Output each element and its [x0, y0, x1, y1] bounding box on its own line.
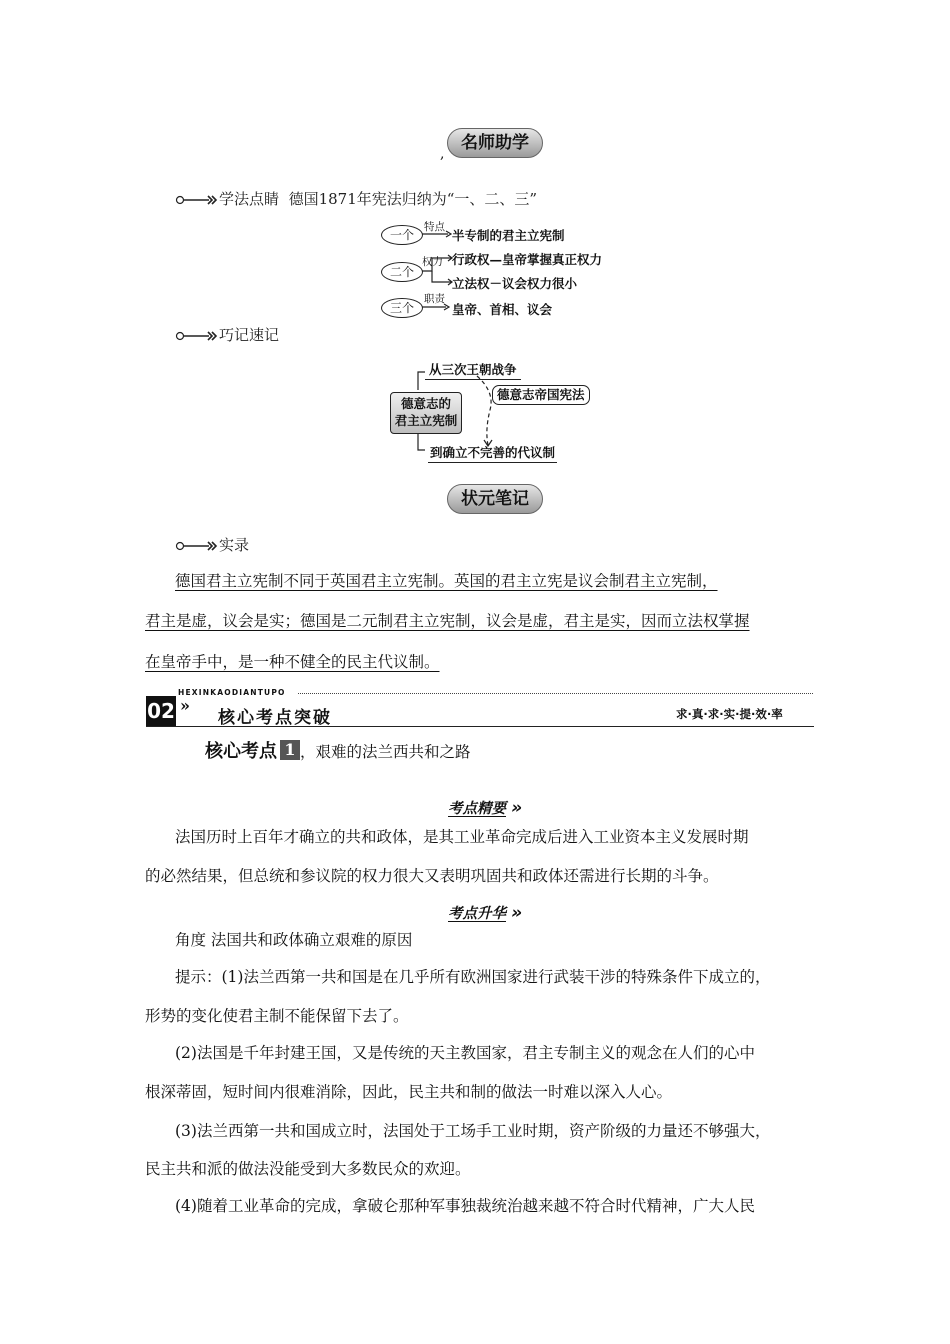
- bullet-label: 学法点睛: [219, 190, 280, 208]
- stray-comma: ,: [440, 146, 445, 162]
- banner-dotted-line: [298, 693, 813, 694]
- banner-title: 核心考点突破: [218, 708, 332, 728]
- kaodian-title: ，艰难的法兰西共和之路: [300, 743, 471, 761]
- jingyao-line-2: 的必然结果，但总统和参议院的权力很大又表明巩固共和政体还需进行长期的斗争。: [145, 867, 719, 885]
- arrow-bullet-icon: [175, 329, 219, 343]
- bullet-shilu: [175, 534, 249, 555]
- shenghua-p2a: (2)法国是千年封建王国，又是传统的天主教国家，君主专制主义的观念在人们的心中: [175, 1044, 755, 1062]
- double-arrow-icon: »: [511, 903, 523, 923]
- banner-arrow: »: [180, 696, 190, 715]
- subheading-text: 考点精要: [448, 801, 506, 817]
- shilu-line-3: 在皇帝手中，是一种不健全的民主代议制。: [145, 653, 440, 671]
- center-line-1: 德意志的: [400, 396, 451, 411]
- kaodian-label: 核心考点: [205, 741, 277, 762]
- label-zhize: 职责: [424, 293, 445, 305]
- kaodian-number: 1: [280, 740, 300, 760]
- arrow-bullet-icon: [175, 539, 219, 553]
- section-title-mingshi: 名师助学: [447, 128, 543, 158]
- subheading-shenghua: [448, 902, 522, 923]
- bullet-text: 德国1871年宪法归纳为“一、二、三”: [288, 190, 538, 208]
- subheading-text: 考点升华: [448, 906, 506, 922]
- oval-one: 一个: [381, 225, 423, 245]
- bullet-xuefa: [175, 188, 537, 209]
- shilu-line-1: 德国君主立宪制不同于英国君主立宪制。英国的君主立宪是议会制君主立宪制，: [175, 572, 718, 590]
- bullet-qiaoji: [175, 324, 279, 345]
- bullet-label: 实录: [219, 536, 250, 554]
- banner-rule: [146, 726, 814, 727]
- memory-side: 德意志帝国宪法: [492, 385, 590, 405]
- shenghua-angle: 角度 法国共和政体确立艰难的原因: [175, 931, 413, 949]
- label-tedian: 特点: [424, 221, 445, 233]
- double-arrow-icon: »: [511, 798, 523, 818]
- result-2: 行政权—皇帝掌握真正权力: [452, 252, 603, 267]
- section-title-zhuangyuan: 状元笔记: [447, 484, 543, 514]
- shilu-line-2: 君主是虚，议会是实；德国是二元制君主立宪制，议会是虚，君主是实，因而立法权掌握: [145, 612, 750, 630]
- result-1: 半专制的君主立宪制: [452, 228, 565, 243]
- memory-top: 从三次王朝战争: [425, 360, 521, 380]
- kaodian-heading: [205, 737, 471, 763]
- banner-slogan: 求·真·求·实·提·效·率: [676, 707, 783, 721]
- jingyao-line-1: 法国历时上百年才确立的共和政体，是其工业革命完成后进入工业资本主义发展时期: [175, 828, 749, 846]
- banner-pinyin: HEXINKAODIANTUPO: [178, 688, 286, 697]
- oval-three: 三个: [381, 298, 423, 318]
- subheading-jingyao: [448, 797, 522, 818]
- shenghua-p1a: 提示：(1)法兰西第一共和国是在几乎所有欧洲国家进行武装干涉的特殊条件下成立的，: [175, 968, 771, 986]
- shenghua-p2b: 根深蒂固，短时间内很难消除，因此，民主共和制的做法一时难以深入人心。: [145, 1083, 673, 1101]
- shenghua-p3b: 民主共和派的做法没能受到大多数民众的欢迎。: [145, 1160, 471, 1178]
- shenghua-p3a: (3)法兰西第一共和国成立时，法国处于工场手工业时期，资产阶级的力量还不够强大，: [175, 1122, 771, 1140]
- result-3: 立法权－议会权力很小: [452, 276, 578, 291]
- banner-number: 02: [146, 696, 176, 726]
- bullet-label: 巧记速记: [219, 326, 280, 344]
- center-line-2: 君主立宪制: [394, 413, 458, 428]
- result-4: 皇帝、首相、议会: [452, 302, 553, 317]
- shenghua-p4a: (4)随着工业革命的完成，拿破仑那种军事独裁统治越来越不符合时代精神，广大人民: [175, 1197, 755, 1215]
- shenghua-p1b: 形势的变化使君主制不能保留下去了。: [145, 1007, 409, 1025]
- oval-two: 二个: [381, 262, 423, 282]
- label-quanli: 权力: [422, 256, 443, 268]
- memory-bottom: 到确立不完善的代议制: [428, 443, 557, 463]
- memory-center-box: [390, 392, 462, 434]
- arrow-bullet-icon: [175, 193, 219, 207]
